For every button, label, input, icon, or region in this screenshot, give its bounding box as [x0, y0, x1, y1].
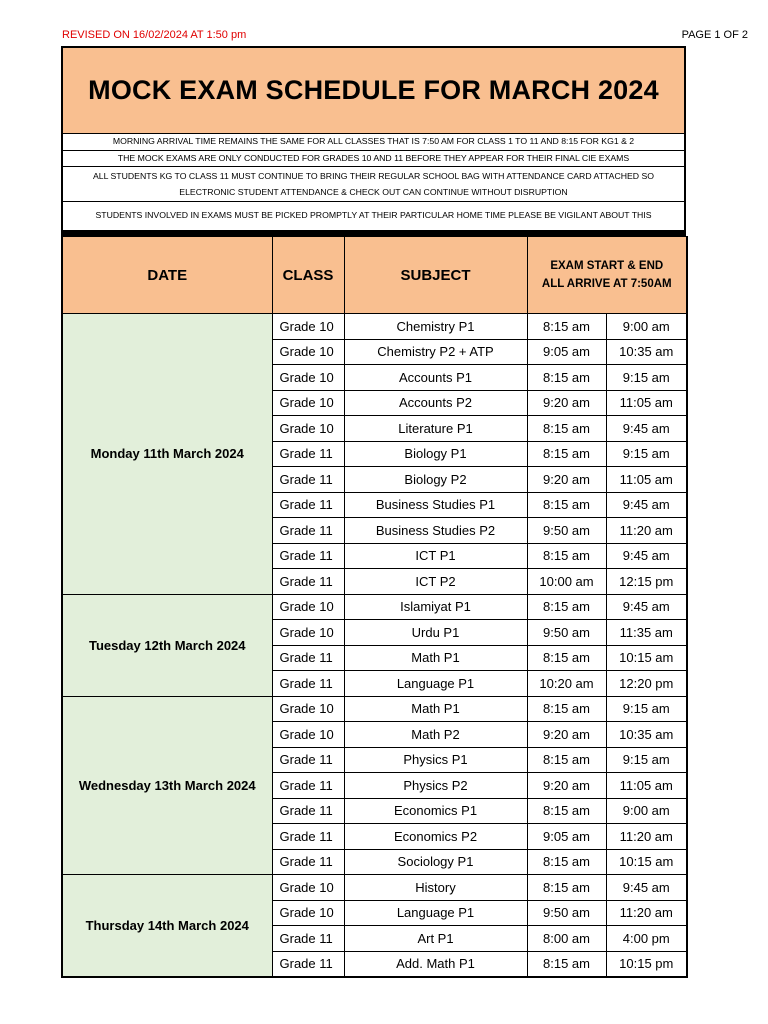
end-time-cell: 11:05 am — [606, 390, 687, 416]
start-time-cell: 9:20 am — [527, 722, 606, 748]
class-cell: Grade 10 — [272, 314, 344, 340]
end-time-cell: 9:45 am — [606, 416, 687, 442]
table-row — [62, 314, 687, 340]
subject-cell: Math P1 — [344, 645, 527, 671]
class-cell: Grade 10 — [272, 594, 344, 620]
start-time-cell: 9:50 am — [527, 620, 606, 646]
class-cell: Grade 11 — [272, 492, 344, 518]
start-time-cell: 8:00 am — [527, 926, 606, 952]
class-cell: Grade 11 — [272, 518, 344, 544]
start-time-cell: 9:50 am — [527, 518, 606, 544]
subject-cell: Biology P1 — [344, 441, 527, 467]
end-time-cell: 11:20 am — [606, 824, 687, 850]
subject-cell: Literature P1 — [344, 416, 527, 442]
class-cell: Grade 11 — [272, 543, 344, 569]
class-cell: Grade 10 — [272, 620, 344, 646]
column-header-subject: SUBJECT — [344, 237, 527, 314]
class-cell: Grade 10 — [272, 416, 344, 442]
subject-cell: Economics P2 — [344, 824, 527, 850]
subject-cell: Art P1 — [344, 926, 527, 952]
exam-header-line1: EXAM START & END — [550, 260, 664, 272]
note-arrival: MORNING ARRIVAL TIME REMAINS THE SAME FOR ALL CLASSES THAT IS 7:50 AM FOR CLASS 1 TO 11 AND 8:15 FOR KG1 & 2 — [61, 134, 686, 151]
subject-cell: Math P1 — [344, 696, 527, 722]
subject-cell: Chemistry P2 + ATP — [344, 339, 527, 365]
note-pickup: STUDENTS INVOLVED IN EXAMS MUST BE PICKED PROMPTLY AT THEIR PARTICULAR HOME TIME PLEASE BE VIGILANT ABOUT THIS — [61, 202, 686, 231]
subject-cell: ICT P1 — [344, 543, 527, 569]
end-time-cell: 9:00 am — [606, 314, 687, 340]
start-time-cell: 8:15 am — [527, 594, 606, 620]
schedule-table — [61, 236, 688, 978]
subject-cell: Add. Math P1 — [344, 951, 527, 977]
end-time-cell: 10:35 am — [606, 339, 687, 365]
table-header-row — [62, 237, 687, 314]
page-title: MOCK EXAM SCHEDULE FOR MARCH 2024 — [61, 46, 686, 134]
class-cell: Grade 11 — [272, 951, 344, 977]
table-row — [62, 594, 687, 620]
column-header-exam-times — [527, 237, 687, 314]
column-header-date: DATE — [62, 237, 272, 314]
end-time-cell: 10:35 am — [606, 722, 687, 748]
start-time-cell: 8:15 am — [527, 747, 606, 773]
end-time-cell: 9:15 am — [606, 441, 687, 467]
end-time-cell: 10:15 pm — [606, 951, 687, 977]
subject-cell: Chemistry P1 — [344, 314, 527, 340]
start-time-cell: 8:15 am — [527, 951, 606, 977]
start-time-cell: 9:20 am — [527, 773, 606, 799]
subject-cell: Sociology P1 — [344, 849, 527, 875]
end-time-cell: 9:15 am — [606, 696, 687, 722]
subject-cell: Accounts P2 — [344, 390, 527, 416]
subject-cell: Math P2 — [344, 722, 527, 748]
end-time-cell: 10:15 am — [606, 645, 687, 671]
class-cell: Grade 10 — [272, 339, 344, 365]
class-cell: Grade 11 — [272, 747, 344, 773]
class-cell: Grade 11 — [272, 645, 344, 671]
start-time-cell: 8:15 am — [527, 441, 606, 467]
class-cell: Grade 11 — [272, 773, 344, 799]
subject-cell: Islamiyat P1 — [344, 594, 527, 620]
subject-cell: Language P1 — [344, 900, 527, 926]
class-cell: Grade 11 — [272, 824, 344, 850]
start-time-cell: 9:05 am — [527, 339, 606, 365]
table-row — [62, 696, 687, 722]
subject-cell: Accounts P1 — [344, 365, 527, 391]
start-time-cell: 8:15 am — [527, 365, 606, 391]
end-time-cell: 12:15 pm — [606, 569, 687, 595]
class-cell: Grade 10 — [272, 696, 344, 722]
column-header-class: CLASS — [272, 237, 344, 314]
end-time-cell: 9:45 am — [606, 492, 687, 518]
end-time-cell: 9:45 am — [606, 875, 687, 901]
end-time-cell: 9:15 am — [606, 365, 687, 391]
table-row — [62, 875, 687, 901]
class-cell: Grade 10 — [272, 722, 344, 748]
end-time-cell: 11:35 am — [606, 620, 687, 646]
start-time-cell: 8:15 am — [527, 849, 606, 875]
class-cell: Grade 11 — [272, 798, 344, 824]
subject-cell: Business Studies P2 — [344, 518, 527, 544]
date-cell: Wednesday 13th March 2024 — [62, 696, 272, 875]
page-number: PAGE 1 OF 2 — [681, 29, 748, 41]
end-time-cell: 9:45 am — [606, 594, 687, 620]
schedule-sheet — [61, 46, 686, 978]
exam-header-line2: ALL ARRIVE AT 7:50AM — [541, 278, 672, 290]
end-time-cell: 12:20 pm — [606, 671, 687, 697]
date-cell: Monday 11th March 2024 — [62, 314, 272, 595]
end-time-cell: 11:20 am — [606, 900, 687, 926]
class-cell: Grade 11 — [272, 849, 344, 875]
end-time-cell: 9:00 am — [606, 798, 687, 824]
class-cell: Grade 11 — [272, 569, 344, 595]
start-time-cell: 9:20 am — [527, 390, 606, 416]
end-time-cell: 11:05 am — [606, 773, 687, 799]
date-cell: Tuesday 12th March 2024 — [62, 594, 272, 696]
subject-cell: Urdu P1 — [344, 620, 527, 646]
start-time-cell: 8:15 am — [527, 416, 606, 442]
subject-cell: Business Studies P1 — [344, 492, 527, 518]
start-time-cell: 10:00 am — [527, 569, 606, 595]
start-time-cell: 9:50 am — [527, 900, 606, 926]
revised-note: REVISED ON 16/02/2024 AT 1:50 pm — [62, 29, 247, 41]
subject-cell: Biology P2 — [344, 467, 527, 493]
subject-cell: ICT P2 — [344, 569, 527, 595]
start-time-cell: 8:15 am — [527, 645, 606, 671]
note-grades: THE MOCK EXAMS ARE ONLY CONDUCTED FOR GRADES 10 AND 11 BEFORE THEY APPEAR FOR THEIR FINAL CIE EXAMS — [61, 151, 686, 168]
start-time-cell: 9:05 am — [527, 824, 606, 850]
class-cell: Grade 10 — [272, 900, 344, 926]
start-time-cell: 9:20 am — [527, 467, 606, 493]
end-time-cell: 11:05 am — [606, 467, 687, 493]
class-cell: Grade 10 — [272, 365, 344, 391]
end-time-cell: 4:00 pm — [606, 926, 687, 952]
subject-cell: Physics P2 — [344, 773, 527, 799]
note-school-bag-line2: ELECTRONIC STUDENT ATTENDANCE & CHECK OUT CAN CONTINUE WITHOUT DISRUPTION — [179, 187, 568, 197]
subject-cell: Economics P1 — [344, 798, 527, 824]
class-cell: Grade 11 — [272, 671, 344, 697]
class-cell: Grade 11 — [272, 441, 344, 467]
class-cell: Grade 11 — [272, 926, 344, 952]
note-school-bag — [61, 167, 686, 202]
note-school-bag-line1: ALL STUDENTS KG TO CLASS 11 MUST CONTINUE TO BRING THEIR REGULAR SCHOOL BAG WITH ATTENDANCE CARD ATTACHED SO — [92, 171, 655, 181]
start-time-cell: 8:15 am — [527, 696, 606, 722]
class-cell: Grade 10 — [272, 875, 344, 901]
subject-cell: History — [344, 875, 527, 901]
start-time-cell: 8:15 am — [527, 875, 606, 901]
start-time-cell: 8:15 am — [527, 798, 606, 824]
end-time-cell: 10:15 am — [606, 849, 687, 875]
class-cell: Grade 10 — [272, 390, 344, 416]
end-time-cell: 9:15 am — [606, 747, 687, 773]
start-time-cell: 8:15 am — [527, 492, 606, 518]
subject-cell: Language P1 — [344, 671, 527, 697]
end-time-cell: 9:45 am — [606, 543, 687, 569]
start-time-cell: 8:15 am — [527, 543, 606, 569]
start-time-cell: 10:20 am — [527, 671, 606, 697]
schedule-body — [62, 314, 687, 978]
date-cell: Thursday 14th March 2024 — [62, 875, 272, 978]
subject-cell: Physics P1 — [344, 747, 527, 773]
start-time-cell: 8:15 am — [527, 314, 606, 340]
end-time-cell: 11:20 am — [606, 518, 687, 544]
class-cell: Grade 11 — [272, 467, 344, 493]
